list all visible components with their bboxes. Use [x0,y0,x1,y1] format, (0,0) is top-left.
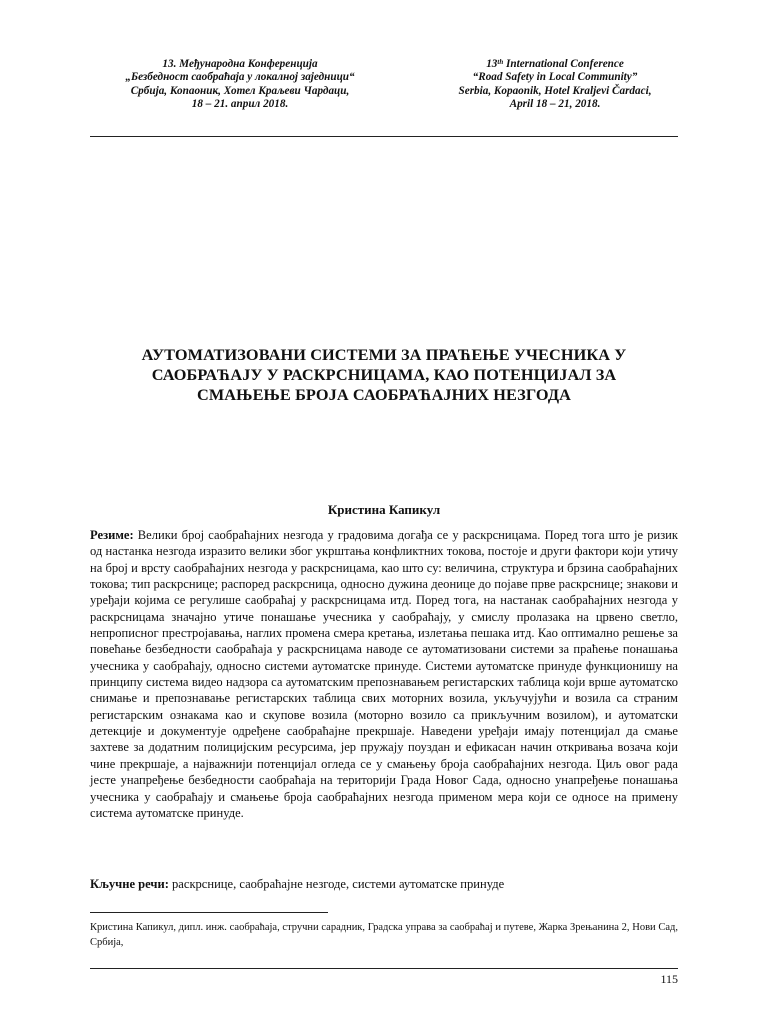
title-line: САОБРАЋАЈУ У РАСКРСНИЦАМА, КАО ПОТЕНЦИЈАЛ ЗА [151,365,617,384]
abstract [90,527,678,821]
abstract-text: Велики број саобраћајних незгода у градовима догађа се у раскрсницама. Поред тога што је ризик од настанка незгода изразито велики због укрштања конфликтних токова, постоје и други фактори који утичу на број и врсту саобраћајних незгода у раскрсницама, као што су: величина, структура и брзина саобраћајних токова; тип раскрснице; распоред раскрсница, односно дужина деонице до појаве прве раскрснице; знакови и уређаји којима се регулише саобраћај у раскрсницама итд. Поред тога, на настанак саобраћајних незгода у раскрсницама значајно утиче понашање учесника у саобраћају, у смислу пролазака на црвено светло, непрописног престројавања, наглих промена смера кретања, излетања пешака итд. Као оптимално решење за повећање безбедности саобраћаја у раскрсницама наводе се аутоматизовани системи за праћење понашања учесника у саобраћају, односно системи аутоматске принуде. Системи аутоматске принуде функционишу на принципу система видео надзора са аутоматским препознавањем регистарских таблица који врше аутоматско снимање и препознавање регистарских таблица свих моторних возила, укључујући и возила са страним регистарским ознакама као и скупове возила (моторно возило са прикључним возилом), и аутоматски детекције и документује одређене саобраћајне прекршаје. Наведени уређаји имају потенцијал да смање захтеве за додатним полицијским ресурсима, јер пружају поуздан и ефикасан начин откривања возача који чине прекршаје, а најважнији потенцијал огледа се у смањењу броја саобраћајних незгода. Циљ овог рада јесте унапређење безбедности саобраћаја на територији Града Новог Сада, односно унапређење понашања учесника у саобраћају и смањење броја саобраћајних незгода применом мера који се односе на примену система аутоматске принуде. [90,528,678,820]
footnote: Кристина Капикул, дипл. инж. саобраћаја, стручни сарадник, Градска управа за саобраћај и путеве, Жарка Зрењанина 2, Нови Сад, Србија, [90,922,678,948]
header-english-line: “Road Safety in Local Community” [472,71,638,84]
footnote-divider [90,912,328,913]
keywords-label: Кључне речи: [90,877,169,891]
paper-title [90,345,678,405]
header-serbian-line: „Безбедност саобраћаја у локалној заједници“ [125,71,355,84]
conference-header [90,58,678,120]
header-divider [90,136,678,137]
header-serbian-line: 13. Међународна Конференција [162,58,318,70]
author-name: Кристина Капикул [327,502,441,517]
conference-number: 13 [486,58,498,70]
conference-name: International Conference [503,58,624,70]
header-english [425,58,685,112]
title-line: АУТОМАТИЗОВАНИ СИСТЕМИ ЗА ПРАЋЕЊЕ УЧЕСНИКА У [141,345,627,364]
header-serbian [90,58,390,112]
footer-divider [90,968,678,969]
page-number: 115 [660,972,678,986]
header-english-line: April 18 – 21, 2018. [509,98,601,111]
header-serbian-line: Србија, Копаоник, Хотел Краљеви Чардаци, [130,84,350,97]
header-english-line: Serbia, Kopaonik, Hotel Kraljevi Čardaci, [458,84,652,97]
title-line: СМАЊЕЊЕ БРОЈА САОБРАЋАЈНИХ НЕЗГОДА [196,385,572,404]
header-serbian-line: 18 – 21. април 2018. [191,98,289,111]
ordinal-suffix: th [497,58,504,66]
abstract-label: Резиме: [90,528,134,542]
keywords [90,876,678,892]
keywords-text: раскрснице, саобраћајне незгоде, системи аутоматске принуде [168,877,505,891]
header-english-line [425,58,685,71]
